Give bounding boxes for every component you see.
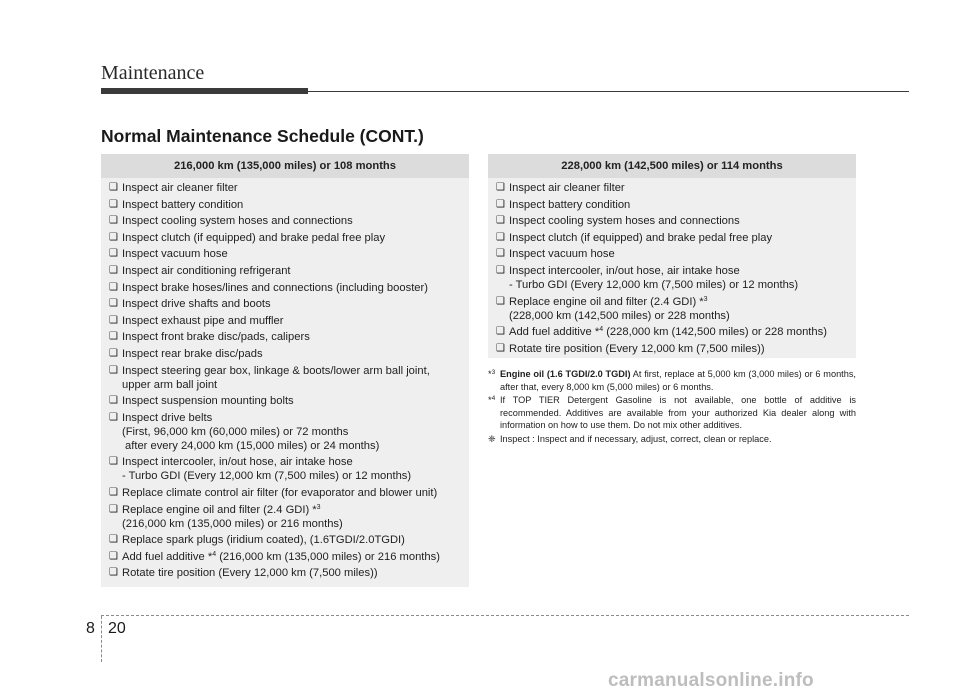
schedule-item-text (122, 566, 461, 580)
item-text: (228,000 km (142,500 miles) or 228 months) (509, 309, 730, 322)
schedule-item-text (122, 330, 461, 344)
schedule-item (109, 411, 461, 453)
checkbox-icon: ❑ (109, 534, 118, 546)
schedule-item (496, 264, 848, 292)
item-text: Inspect vacuum hose (122, 248, 228, 261)
footer-divider (101, 616, 102, 662)
checkbox-icon: ❑ (109, 314, 118, 326)
checkbox-icon: ❑ (109, 331, 118, 343)
checkbox-icon: ❑ (109, 550, 118, 562)
footnote-body: At first, replace at 5,000 km (3,000 miles) or 6 months, after that, every 8,000 km (5,000 miles) or 6 months. (500, 369, 856, 392)
item-text: Inspect vacuum hose (509, 248, 615, 261)
item-text: Replace spark plugs (iridium coated), (1.6TGDI/2.0TGDI) (122, 534, 405, 547)
item-text: Inspect air conditioning refrigerant (122, 264, 291, 277)
schedule-item (496, 342, 848, 356)
footnote-ref: 3 (316, 503, 321, 511)
item-text: Rotate tire position (Every 12,000 km (7,500 miles)) (122, 567, 378, 580)
schedule-item-text (122, 455, 461, 483)
schedule-item-text (509, 295, 848, 323)
schedule-item (109, 314, 461, 328)
schedule-item-text (122, 314, 461, 328)
schedule-item-text (509, 198, 848, 212)
item-text: Inspect rear brake disc/pads (122, 347, 263, 360)
schedule-item-line (122, 439, 461, 453)
footnote-ref: 4 (212, 550, 217, 558)
schedule-item-line (509, 342, 848, 356)
schedule-item (109, 330, 461, 344)
schedule-item-line (509, 198, 848, 212)
schedule-item (496, 214, 848, 228)
schedule-item-text (509, 247, 848, 261)
item-text: (First, 96,000 km (60,000 miles) or 72 months (122, 425, 349, 438)
item-text: - Turbo GDI (Every 12,000 km (7,500 miles) or 12 months) (509, 278, 799, 291)
schedule-item-text (122, 231, 461, 245)
checkbox-icon: ❑ (109, 298, 118, 310)
schedule-item-text (122, 364, 461, 392)
item-text: (216,000 km (135,000 miles) or 216 months) (216, 550, 440, 563)
schedule-item-text (122, 503, 461, 531)
schedule-item-line (122, 425, 461, 439)
schedule-item-line (122, 411, 461, 425)
schedule-item-line (122, 533, 461, 547)
item-text: Inspect intercooler, in/out hose, air intake hose (122, 456, 353, 469)
schedule-item (109, 297, 461, 311)
checkbox-icon: ❑ (496, 215, 505, 227)
footnote-marker (488, 433, 500, 446)
schedule-item-line (509, 247, 848, 261)
schedule-item-line (122, 517, 461, 531)
footnote-text (500, 368, 856, 393)
schedule-item-line (122, 469, 461, 483)
schedule-item-text (122, 550, 461, 564)
footnote-ref: 4 (599, 326, 604, 334)
checkbox-icon: ❑ (109, 567, 118, 579)
schedule-item-line (509, 231, 848, 245)
schedule-item-text (122, 411, 461, 453)
item-text: Inspect clutch (if equipped) and brake pedal free play (509, 231, 773, 244)
checkbox-icon: ❑ (109, 347, 118, 359)
item-text: Inspect suspension mounting bolts (122, 395, 294, 408)
schedule-item (109, 247, 461, 261)
checkbox-icon: ❑ (496, 231, 505, 243)
schedule-item (109, 181, 461, 195)
schedule-item-text (122, 533, 461, 547)
item-text: Inspect air cleaner filter (509, 182, 625, 194)
schedule-item-line (122, 566, 461, 580)
footnote-text (500, 433, 856, 446)
schedule-item-line (122, 314, 461, 328)
footnote-ref: 3 (703, 295, 708, 303)
item-text: Replace engine oil and filter (2.4 GDI) * (122, 503, 317, 516)
schedule-item-text (122, 281, 461, 295)
schedule-item (109, 394, 461, 408)
schedule-item (496, 295, 848, 323)
schedule-item-line (122, 347, 461, 361)
schedule-item-line (122, 281, 461, 295)
item-text: Inspect intercooler, in/out hose, air intake hose (509, 264, 740, 277)
item-text: Add fuel additive * (122, 550, 213, 563)
schedule-item-list (101, 178, 469, 580)
item-text: upper arm ball joint (122, 378, 218, 391)
item-text: Inspect air cleaner filter (122, 182, 238, 194)
schedule-item-line (122, 181, 461, 195)
schedule-item-line (122, 214, 461, 228)
schedule-panel-title: 228,000 km (142,500 miles) or 114 months (488, 154, 856, 178)
footnote-symbol: * (488, 369, 492, 379)
schedule-item-line (122, 550, 461, 564)
checkbox-icon: ❑ (109, 395, 118, 407)
schedule-item-text (122, 394, 461, 408)
schedule-item (109, 347, 461, 361)
schedule-item-line (509, 278, 848, 292)
schedule-item-line (122, 455, 461, 469)
schedule-item (109, 455, 461, 483)
schedule-item-line (509, 295, 848, 309)
checkbox-icon: ❑ (109, 264, 118, 276)
checkbox-icon: ❑ (109, 182, 118, 193)
schedule-item-line (122, 264, 461, 278)
checkbox-icon: ❑ (496, 248, 505, 260)
schedule-item-text (122, 214, 461, 228)
schedule-item-text (122, 297, 461, 311)
checkbox-icon: ❑ (109, 364, 118, 376)
schedule-item-line (122, 247, 461, 261)
checkbox-icon: ❑ (109, 456, 118, 468)
schedule-item-line (122, 231, 461, 245)
item-text: (228,000 km (142,500 miles) or 228 months) (603, 326, 827, 339)
schedule-item (496, 181, 848, 195)
item-text: Inspect battery condition (122, 198, 244, 211)
schedule-item (109, 550, 461, 564)
checkbox-icon: ❑ (109, 198, 118, 210)
schedule-item-line (509, 214, 848, 228)
checkbox-icon: ❑ (109, 215, 118, 227)
schedule-item-line (509, 325, 848, 339)
schedule-item-text (509, 325, 848, 339)
footnote (488, 433, 856, 446)
footnote (488, 368, 856, 393)
checkbox-icon: ❑ (109, 503, 118, 515)
header-rule-accent (101, 88, 308, 94)
item-text: Inspect battery condition (509, 198, 631, 211)
item-text: Add fuel additive * (509, 326, 600, 339)
footnote-marker (488, 394, 500, 432)
schedule-item (109, 231, 461, 245)
schedule-item-text (509, 181, 848, 195)
schedule-item (496, 247, 848, 261)
checkbox-icon: ❑ (496, 326, 505, 338)
schedule-item-text (509, 264, 848, 292)
footnote-number: 4 (491, 395, 496, 402)
schedule-item-text (122, 198, 461, 212)
item-text: Inspect cooling system hoses and connections (122, 215, 353, 228)
schedule-item-line (122, 394, 461, 408)
chapter-number: 8 (86, 620, 95, 637)
checkbox-icon: ❑ (496, 342, 505, 354)
checkbox-icon: ❑ (109, 281, 118, 293)
checkbox-icon: ❑ (496, 264, 505, 276)
schedule-item-line (122, 297, 461, 311)
schedule-item-list (488, 178, 856, 356)
schedule-item-text (509, 231, 848, 245)
footer-rule (101, 615, 909, 616)
item-text: Inspect brake hoses/lines and connections (including booster) (122, 281, 428, 294)
schedule-item (109, 566, 461, 580)
checkbox-icon: ❑ (109, 231, 118, 243)
schedule-item (109, 503, 461, 531)
schedule-panel-228000 (488, 154, 856, 358)
section-title: Maintenance (101, 62, 205, 84)
footnote-body: Inspect : Inspect and if necessary, adjust, correct, clean or replace. (500, 433, 772, 444)
checkbox-icon: ❑ (496, 182, 505, 193)
schedule-item-text (122, 486, 461, 500)
schedule-item (109, 198, 461, 212)
schedule-item-text (509, 214, 848, 228)
item-text: Inspect cooling system hoses and connections (509, 215, 740, 228)
schedule-item (109, 533, 461, 547)
footnote-term: Engine oil (1.6 TGDI/2.0 TGDI) (500, 369, 631, 379)
schedule-item-text (122, 181, 461, 195)
footnote-symbol: * (488, 395, 492, 405)
schedule-item-line (122, 364, 461, 378)
checkbox-icon: ❑ (109, 486, 118, 498)
footnote-marker (488, 368, 500, 393)
schedule-item-line (122, 503, 461, 517)
footnote (488, 394, 856, 432)
schedule-item-line (509, 309, 848, 323)
schedule-item-line (509, 181, 848, 195)
footnotes (488, 368, 856, 446)
schedule-item (109, 364, 461, 392)
schedule-item (496, 198, 848, 212)
schedule-item-text (122, 264, 461, 278)
item-text: Replace climate control air filter (for evaporator and blower unit) (122, 486, 438, 499)
footnote-body: If TOP TIER Detergent Gasoline is not available, one bottle of additive is recommended. Additives are available from your authorized Kia dealer along with information on how to use them. Do not mix other additives. (500, 395, 856, 430)
schedule-item-line (122, 378, 461, 392)
schedule-panel-216000 (101, 154, 469, 587)
item-text: Replace engine oil and filter (2.4 GDI) * (509, 295, 704, 308)
schedule-item (109, 281, 461, 295)
item-text: Rotate tire position (Every 12,000 km (7,500 miles)) (509, 342, 765, 355)
schedule-item (496, 325, 848, 339)
schedule-item (109, 486, 461, 500)
item-text: Inspect front brake disc/pads, calipers (122, 331, 310, 344)
item-text: Inspect steering gear box, linkage & boots/lower arm ball joint, (122, 364, 430, 377)
schedule-item (109, 264, 461, 278)
page-number: 20 (108, 620, 126, 637)
schedule-item-text (122, 347, 461, 361)
page-heading: Normal Maintenance Schedule (CONT.) (101, 126, 424, 146)
schedule-item-text (122, 247, 461, 261)
watermark: carmanualsonline.info (608, 670, 814, 691)
schedule-item-line (122, 486, 461, 500)
schedule-item-line (122, 198, 461, 212)
item-text: Inspect drive belts (122, 411, 213, 424)
schedule-item (496, 231, 848, 245)
checkbox-icon: ❑ (109, 248, 118, 260)
checkbox-icon: ❑ (109, 411, 118, 423)
schedule-item-text (509, 342, 848, 356)
item-text: after every 24,000 km (15,000 miles) or 24 months) (125, 439, 380, 452)
item-text: - Turbo GDI (Every 12,000 km (7,500 miles) or 12 months) (122, 470, 412, 483)
schedule-item-line (122, 330, 461, 344)
checkbox-icon: ❑ (496, 198, 505, 210)
item-text: Inspect clutch (if equipped) and brake pedal free play (122, 231, 386, 244)
footnote-symbol: ❈ (488, 433, 496, 444)
footnote-number: 3 (491, 369, 496, 376)
schedule-item (109, 214, 461, 228)
item-text: (216,000 km (135,000 miles) or 216 months) (122, 517, 343, 530)
footnote-text (500, 394, 856, 432)
checkbox-icon: ❑ (496, 295, 505, 307)
item-text: Inspect drive shafts and boots (122, 298, 271, 311)
item-text: Inspect exhaust pipe and muffler (122, 314, 284, 327)
schedule-item-line (509, 264, 848, 278)
schedule-panel-title: 216,000 km (135,000 miles) or 108 months (101, 154, 469, 178)
